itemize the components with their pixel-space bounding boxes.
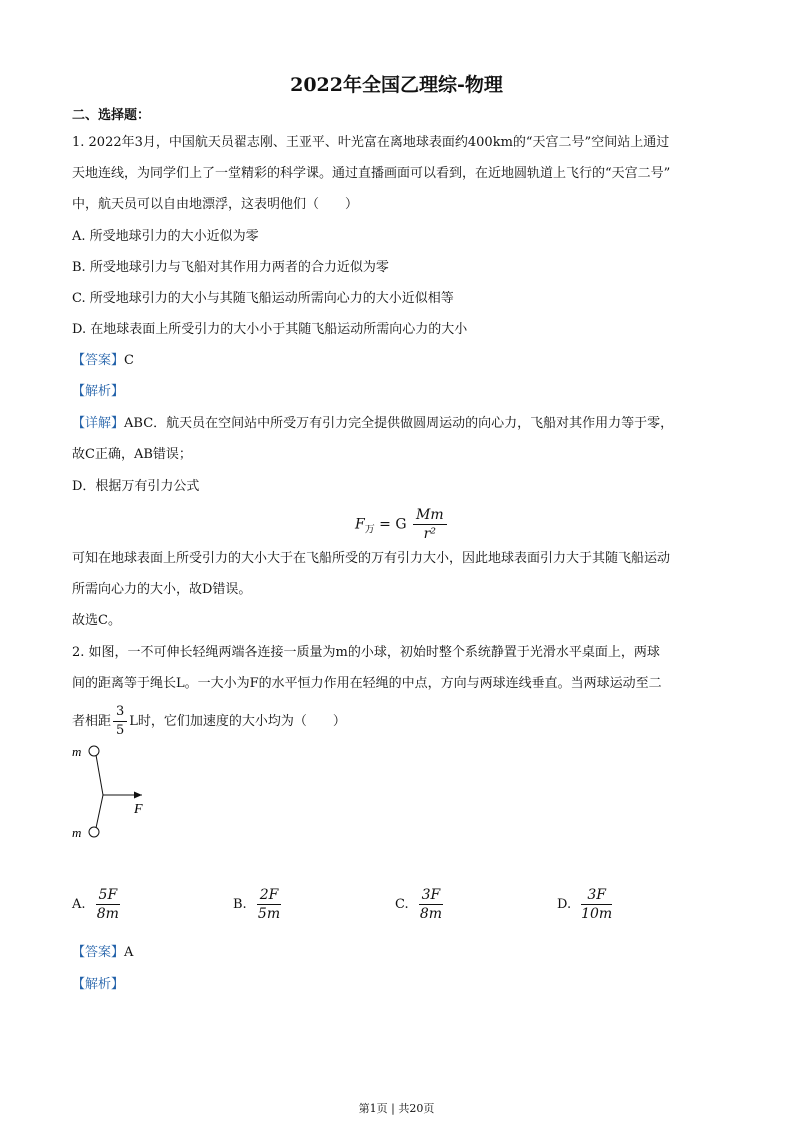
option-denominator: 5m <box>257 906 281 922</box>
page-footer: 第1页 | 共20页 <box>358 1102 435 1115</box>
option-label: B. <box>233 897 247 912</box>
q2-stem-line2: 间的距离等于绳长L。一大小为F的水平恒力作用在轻绳的中点，方向与两球连线垂直。当两球运动至二 <box>72 676 662 691</box>
option-numerator: 3F <box>419 886 444 905</box>
q1-detail-line3: D．根据万有引力公式 <box>72 479 200 494</box>
q2-stem-line3 <box>72 703 722 740</box>
q2-option-a <box>72 886 122 923</box>
section-heading: 二、选择题： <box>72 108 151 123</box>
option-label: D. <box>557 897 572 912</box>
q2-option-b <box>233 886 283 923</box>
q1-option-a: A. 所受地球引力的大小近似为零 <box>72 229 259 244</box>
rope-lower <box>96 795 103 828</box>
q2-line3-post: L时，它们加速度的大小均为（ ） <box>129 714 346 729</box>
q2-line3-pre: 者相距 <box>72 714 112 729</box>
gravitation-formula <box>355 506 449 543</box>
detail-text: ABC．航天员在空间站中所受万有引力完全提供做圆周运动的向心力，飞船对其作用力等于零， <box>124 416 674 431</box>
page-title: 2022年全国乙理综-物理 <box>290 74 503 96</box>
option-label: A. <box>72 897 86 912</box>
q2-distance-fraction <box>113 703 127 740</box>
option-numerator: 3F <box>581 886 612 905</box>
q2-answer <box>72 943 722 963</box>
q1-detail-line5: 所需向心力的大小，故D错误。 <box>72 582 252 597</box>
force-arrowhead <box>134 792 142 799</box>
q2-option-d <box>557 886 614 923</box>
q2-option-c <box>395 886 445 923</box>
q2-frac-num: 3 <box>113 703 127 722</box>
q1-option-d: D. 在地球表面上所受引力的大小小于其随飞船运动所需向心力的大小 <box>72 322 468 337</box>
formula-numerator: Mm <box>413 506 447 525</box>
formula-fraction <box>413 506 447 543</box>
ball-bottom <box>89 827 99 837</box>
q2-figure <box>70 740 190 850</box>
q1-detail-line2: 故C正确，AB错误； <box>72 447 192 462</box>
force-label: F <box>134 802 143 817</box>
option-numerator: 2F <box>257 886 282 905</box>
q2-analysis-tag: 【解析】 <box>72 977 125 992</box>
detail-tag: 【详解】 <box>72 416 125 431</box>
mass-label-top: m <box>72 744 82 759</box>
q1-option-b: B. 所受地球引力与飞船对其作用力两者的合力近似为零 <box>72 260 389 275</box>
q1-answer <box>72 351 722 371</box>
q1-stem-line2: 天地连线，为同学们上了一堂精彩的科学课。通过直播画面可以看到，在近地圆轨道上飞行的“天宫二号” <box>72 166 671 181</box>
answer-tag: 【答案】 <box>72 945 125 960</box>
q1-detail-line4: 可知在地球表面上所受引力的大小大于在飞船所受的万有引力大小，因此地球表面引力大于其随飞船运动 <box>72 551 671 566</box>
answer-tag: 【答案】 <box>72 353 125 368</box>
option-denominator: 8m <box>96 906 119 922</box>
rope-upper <box>96 755 103 795</box>
ball-top <box>89 746 99 756</box>
q2-stem-line1: 2. 如图，一不可伸长轻绳两端各连接一质量为m的小球，初始时整个系统静置于光滑水平桌面上，两球 <box>72 645 660 660</box>
q1-option-c: C. 所受地球引力的大小与其随飞船运动所需向心力的大小近似相等 <box>72 291 454 306</box>
q1-conclusion: 故选C。 <box>72 613 121 628</box>
mass-label-bottom: m <box>72 825 82 840</box>
option-denominator: 10m <box>581 906 613 922</box>
answer-value: A <box>124 945 134 960</box>
option-denominator: 8m <box>419 906 443 922</box>
option-label: C. <box>395 897 409 912</box>
q1-analysis-tag: 【解析】 <box>72 384 125 399</box>
formula-denominator: r² <box>423 526 436 542</box>
q1-detail-line1 <box>72 414 722 434</box>
formula-lhs: F <box>355 516 365 533</box>
formula-sub: 万 <box>364 524 375 536</box>
formula-eq: = G <box>374 516 407 533</box>
answer-value: C <box>124 353 134 368</box>
option-numerator: 5F <box>96 886 121 905</box>
q1-stem-line1: 1. 2022年3月，中国航天员翟志刚、王亚平、叶光富在离地球表面约400km的“天宫二号”空间站上通过 <box>72 135 670 150</box>
q2-frac-den: 5 <box>116 723 125 738</box>
q1-stem-line3: 中，航天员可以自由地漂浮，这表明他们（ ） <box>72 197 359 212</box>
